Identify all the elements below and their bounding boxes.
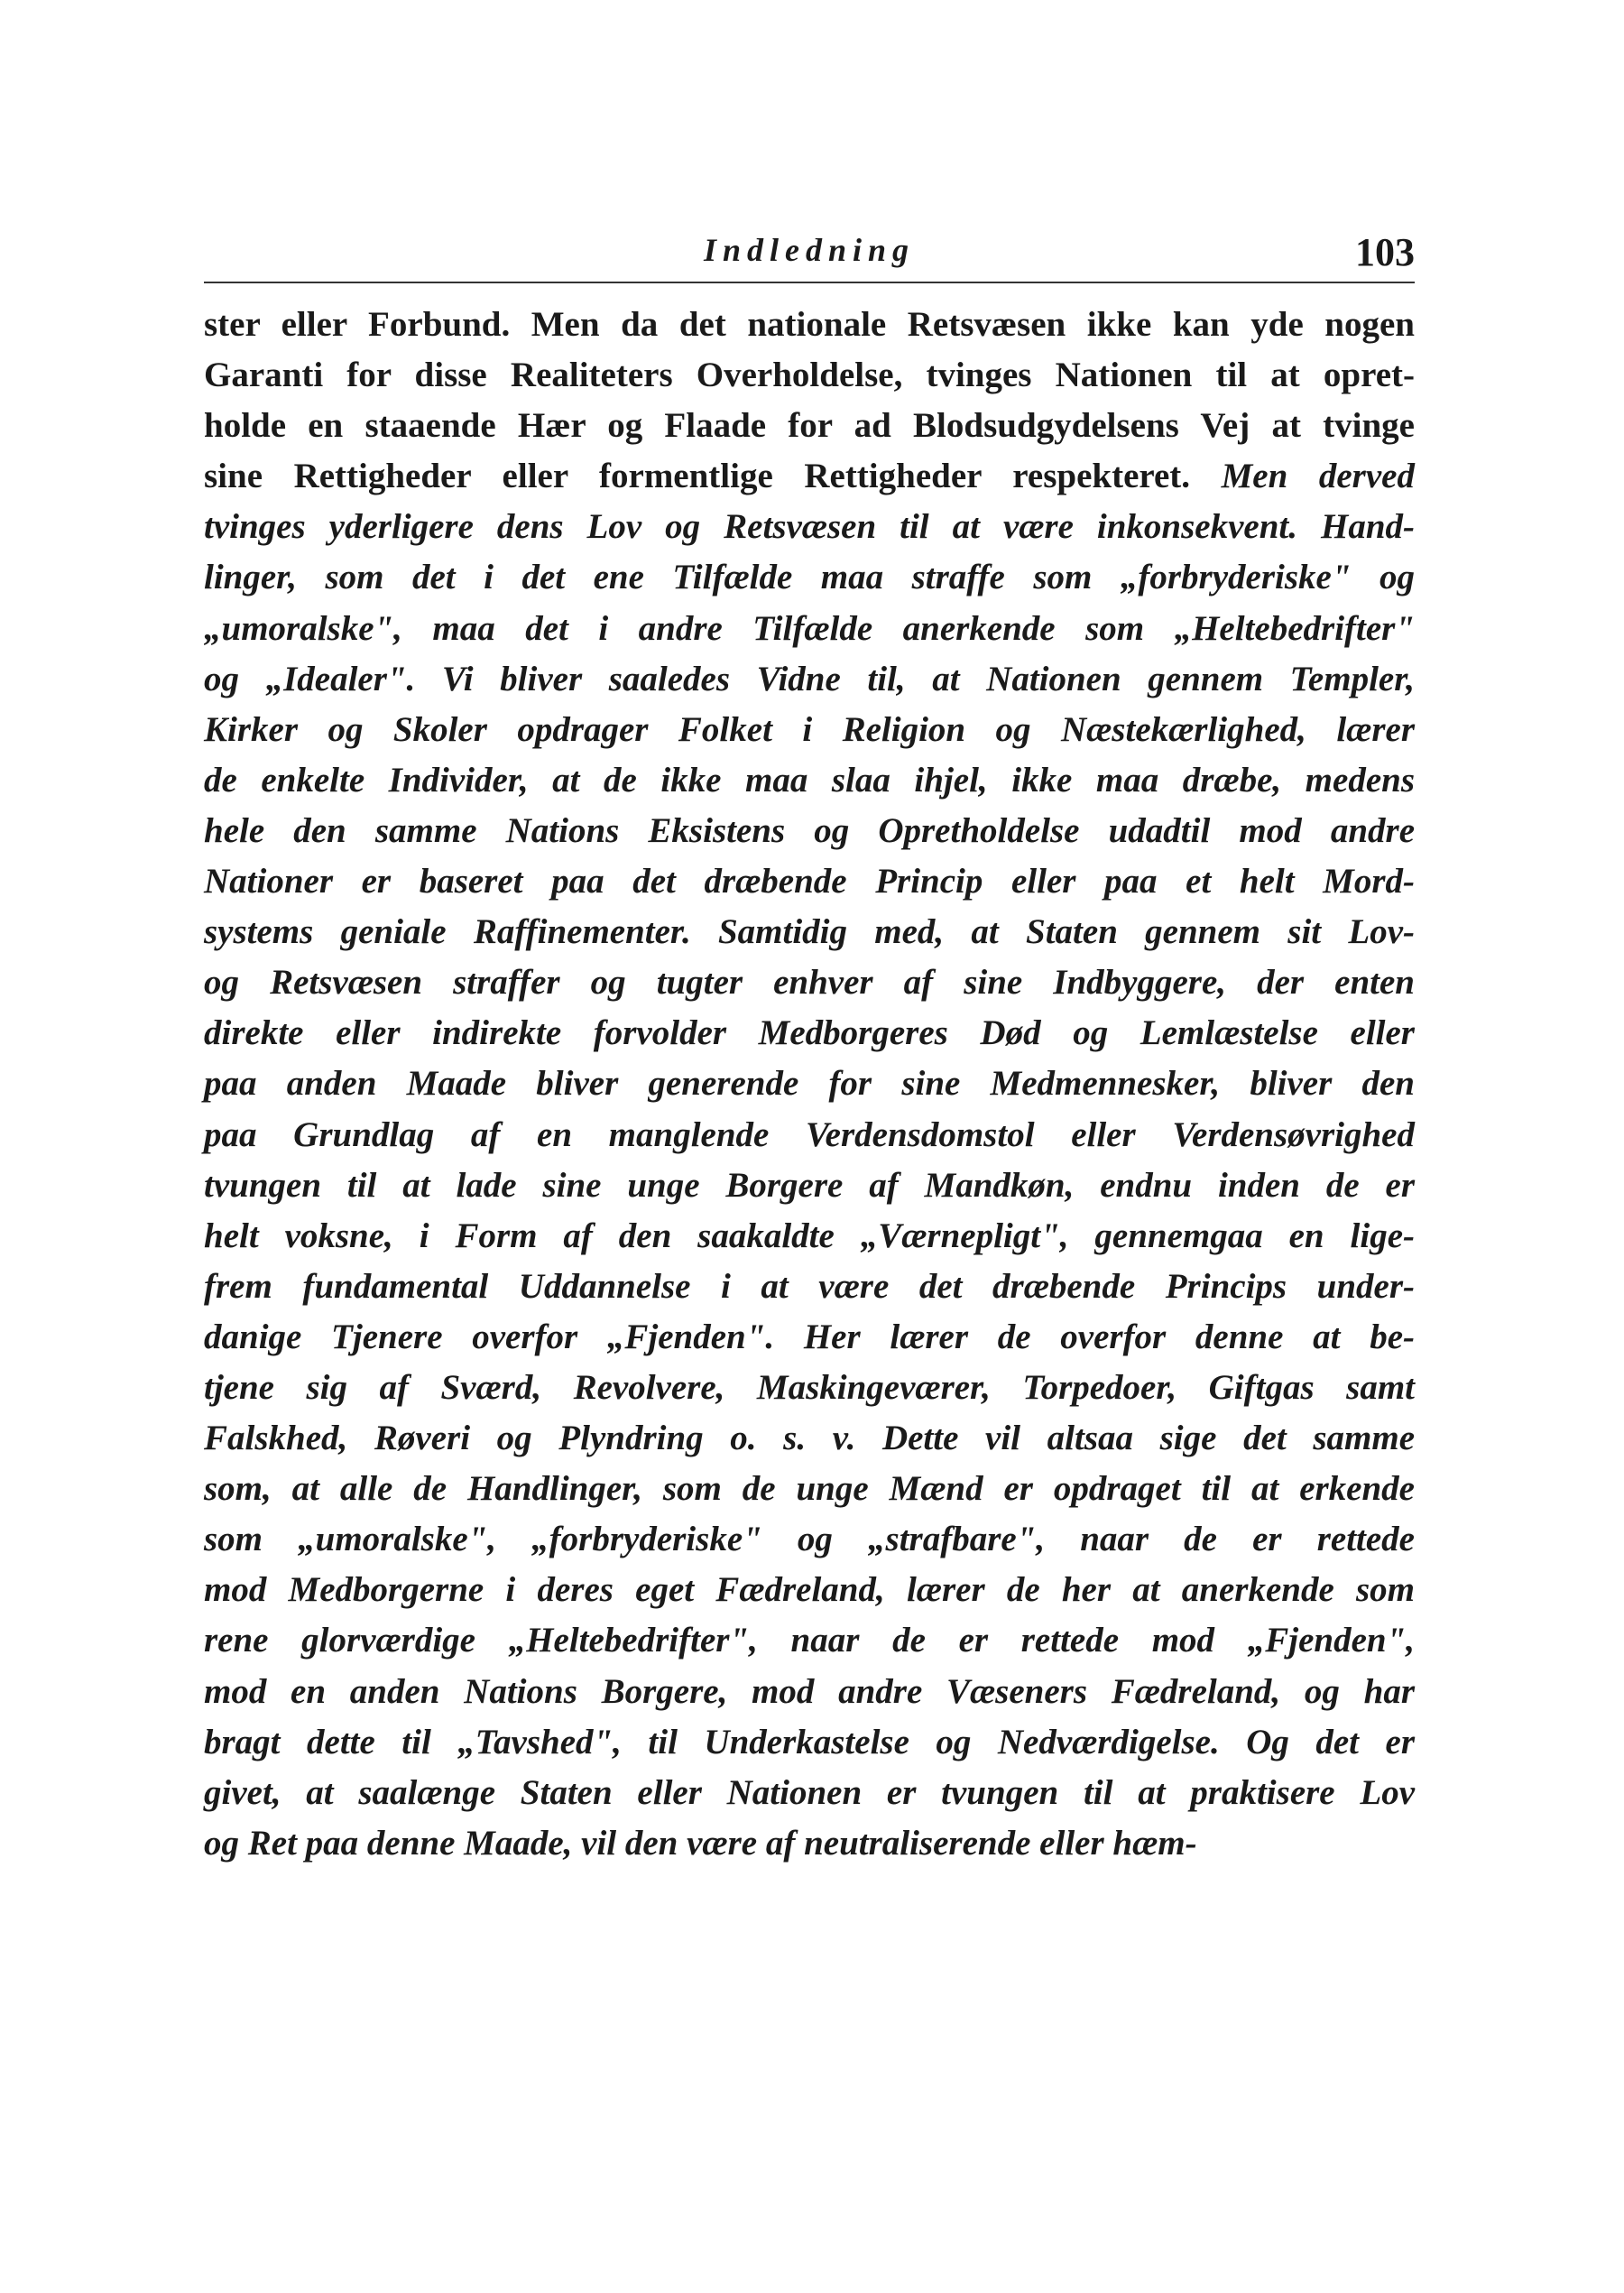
roman-text: sine Rettigheder eller formentlige Rettigheder respekteret. — [204, 457, 1222, 496]
italic-text: Men derved — [1221, 457, 1415, 496]
text-line — [204, 907, 1415, 957]
italic-text: og Ret paa denne Maade, vil den være af neutraliserende eller hæm- — [204, 1823, 1197, 1863]
text-line — [204, 1818, 1415, 1869]
text-line — [204, 654, 1415, 705]
italic-text: som „umoralske", „forbryderiske" og „strafbare", naar de er rettede — [204, 1520, 1415, 1559]
text-line — [204, 1667, 1415, 1717]
text-line — [204, 705, 1415, 755]
text-line — [204, 1565, 1415, 1615]
italic-text: mod Medborgerne i deres eget Fædreland, lærer de her at anerkende som — [204, 1570, 1415, 1610]
text-line — [204, 401, 1415, 451]
italic-text: Kirker og Skoler opdrager Folket i Religion og Næstekærlighed, lærer — [204, 709, 1415, 749]
text-line — [204, 806, 1415, 856]
italic-text: hele den samme Nations Eksistens og Opretholdelse udadtil mod andre — [204, 810, 1415, 850]
italic-text: direkte eller indirekte forvolder Medborgeres Død og Lemlæstelse eller — [204, 1013, 1415, 1053]
text-line — [204, 1211, 1415, 1262]
italic-text: systems geniale Raffinementer. Samtidig med, at Staten gennem sit Lov- — [204, 912, 1415, 952]
italic-text: danige Tjenere overfor „Fjenden". Her lærer de overfor denne at be- — [204, 1317, 1415, 1356]
text-line — [204, 1413, 1415, 1464]
text-line — [204, 957, 1415, 1008]
text-line — [204, 350, 1415, 401]
italic-text: bragt dette til „Tavshed", til Underkastelse og Nedværdigelse. Og det er — [204, 1722, 1415, 1761]
text-line — [204, 451, 1415, 502]
running-title: Indledning — [703, 232, 916, 268]
italic-text: paa anden Maade bliver generende for sine Medmennesker, bliver den — [204, 1064, 1415, 1104]
text-line — [204, 552, 1415, 603]
text-line — [204, 1160, 1415, 1211]
italic-text: helt voksne, i Form af den saakaldte „Værnepligt", gennemgaa en lige- — [204, 1216, 1415, 1255]
text-line — [204, 856, 1415, 907]
italic-text: paa Grundlag af en manglende Verdensdomstol eller Verdensøvrighed — [204, 1114, 1415, 1154]
text-line — [204, 1615, 1415, 1666]
text-line — [204, 1514, 1415, 1565]
text-line — [204, 1262, 1415, 1312]
header-rule — [204, 282, 1415, 283]
roman-text: Garanti for disse Realiteters Overholdelse, tvinges Nationen til at opret- — [204, 356, 1415, 395]
italic-text: frem fundamental Uddannelse i at være det dræbende Princips under- — [204, 1266, 1415, 1306]
italic-text: linger, som det i det ene Tilfælde maa straffe som „forbryderiske" og — [204, 558, 1415, 597]
text-line — [204, 1717, 1415, 1768]
italic-text: tvungen til at lade sine unge Borgere af Mandkøn, endnu inden de er — [204, 1165, 1415, 1205]
roman-text: holde en staaende Hær og Flaade for ad Blodsudgydelsens Vej at tvinge — [204, 406, 1415, 446]
italic-text: Falskhed, Røveri og Plyndring o. s. v. Dette vil altsaa sige det samme — [204, 1419, 1415, 1458]
italic-text: som, at alle de Handlinger, som de unge Mænd er opdraget til at erkende — [204, 1469, 1415, 1509]
text-line — [204, 1464, 1415, 1514]
page-number: 103 — [1355, 230, 1415, 274]
italic-text: „umoralske", maa det i andre Tilfælde anerkende som „Heltebedrifter" — [204, 608, 1415, 648]
italic-text: og „Idealer". Vi bliver saaledes Vidne til, at Nationen gennem Templer, — [204, 659, 1415, 698]
roman-text: ster eller Forbund. Men da det nationale Retsvæsen ikke kan yde nogen — [204, 305, 1415, 344]
text-line — [204, 604, 1415, 654]
page-header — [204, 226, 1415, 280]
text-line — [204, 300, 1415, 350]
text-line — [204, 1008, 1415, 1059]
italic-text: Nationer er baseret paa det dræbende Princip eller paa et helt Mord- — [204, 862, 1415, 901]
body-text — [204, 300, 1415, 1869]
text-line — [204, 1363, 1415, 1413]
text-line — [204, 1768, 1415, 1818]
text-line — [204, 755, 1415, 806]
italic-text: de enkelte Individer, at de ikke maa slaa ihjel, ikke maa dræbe, medens — [204, 760, 1415, 800]
italic-text: givet, at saalænge Staten eller Nationen er tvungen til at praktisere Lov — [204, 1772, 1415, 1812]
italic-text: rene glorværdige „Heltebedrifter", naar de er rettede mod „Fjenden", — [204, 1621, 1415, 1660]
text-line — [204, 1059, 1415, 1109]
text-line — [204, 1110, 1415, 1160]
italic-text: tvinges yderligere dens Lov og Retsvæsen til at være inkonsekvent. Hand- — [204, 507, 1415, 547]
text-line — [204, 502, 1415, 552]
text-line — [204, 1312, 1415, 1363]
italic-text: og Retsvæsen straffer og tugter enhver af sine Indbyggere, der enten — [204, 963, 1415, 1003]
italic-text: tjene sig af Sværd, Revolvere, Maskingeværer, Torpedoer, Giftgas samt — [204, 1367, 1415, 1407]
italic-text: mod en anden Nations Borgere, mod andre Væseners Fædreland, og har — [204, 1671, 1415, 1711]
